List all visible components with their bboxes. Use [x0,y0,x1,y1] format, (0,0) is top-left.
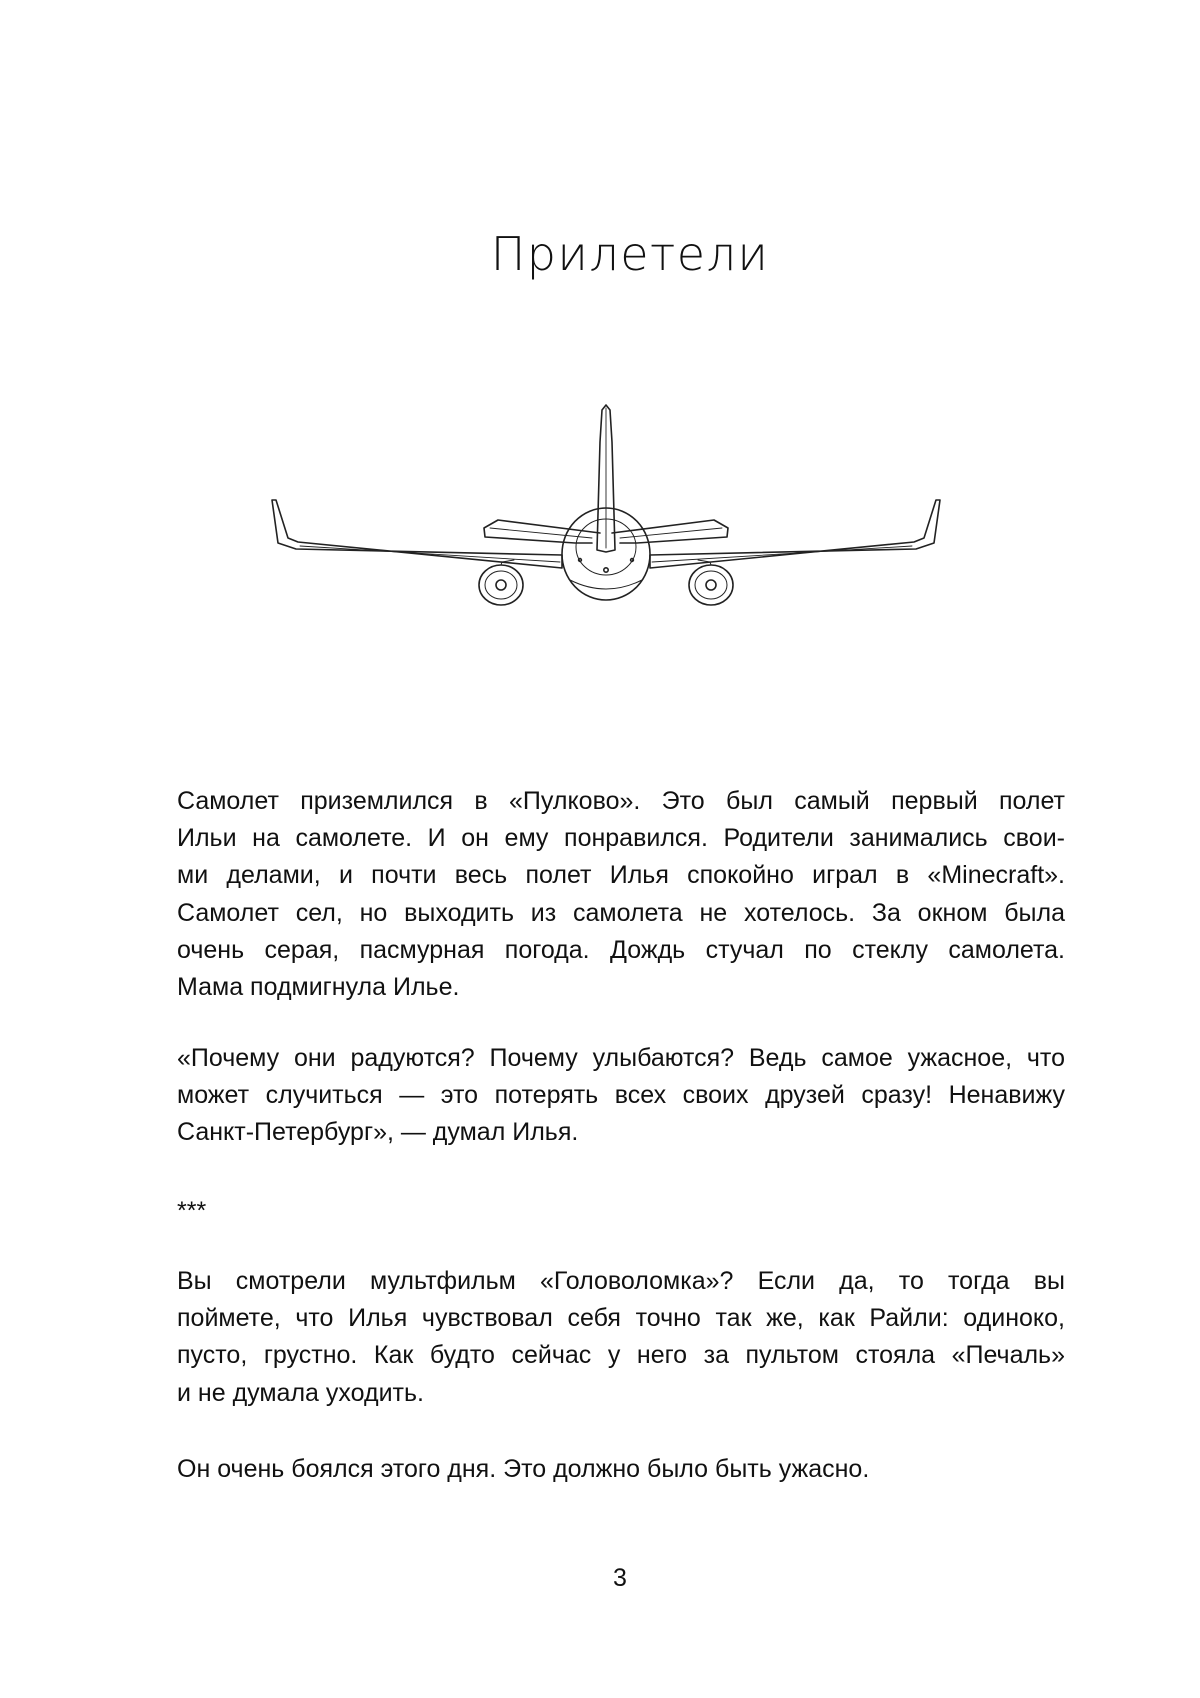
text-line: пусто, грустно. Как будто сейчас у него за пультом стояла «Печаль» [177,1341,1065,1370]
right-stabilizer [612,520,728,543]
text-line: Санкт-Петербург», — думал Илья. [177,1118,579,1147]
page-title: Прилетели [490,227,770,281]
right-engine [689,560,733,605]
section-separator [177,1193,1065,1230]
text-line: поймете, что Илья чувствовал себя точно так же, как Райли: одиноко, [177,1304,1065,1333]
left-stabilizer [484,520,600,543]
left-wing [272,500,562,568]
text-line: Самолет приземлился в «Пулково». Это был самый первый полет [177,787,1065,815]
text-line: очень серая, пасмурная погода. Дождь стучал по стеклу самолета. [177,935,1065,964]
paragraph-3 [177,1263,1065,1412]
text-line: может случиться — это потерять всех своих друзей сразу! Ненавижу [177,1081,1065,1110]
text-line: и не думала уходить. [177,1378,424,1407]
text-line: Мама подмигнула Илье. [177,973,460,1002]
paragraph-2 [177,1040,1065,1152]
text-line: Вы смотрели мультфильм «Головоломка»? Если да, то тогда вы [177,1267,1065,1295]
text-line: Ильи на самолете. И он ему понравился. Родители занимались свои- [177,824,1065,853]
separator-stars: *** [177,1197,207,1225]
text-line: «Почему они радуются? Почему улыбаются? Ведь самое ужасное, что [177,1044,1065,1072]
paragraph-4 [177,1451,1065,1488]
left-engine [479,560,523,605]
page-number: 3 [613,1564,627,1592]
text-line: ми делами, и почти весь полет Илья спокойно играл в «Minecraft». [177,861,1065,890]
airplane-illustration [270,402,954,654]
paragraph-1 [177,783,1065,1006]
text-line: Самолет сел, но выходить из самолета не хотелось. За окном была [177,898,1065,927]
right-wing [650,500,940,568]
text-line: Он очень боялся этого дня. Это должно было быть ужасно. [177,1455,870,1483]
